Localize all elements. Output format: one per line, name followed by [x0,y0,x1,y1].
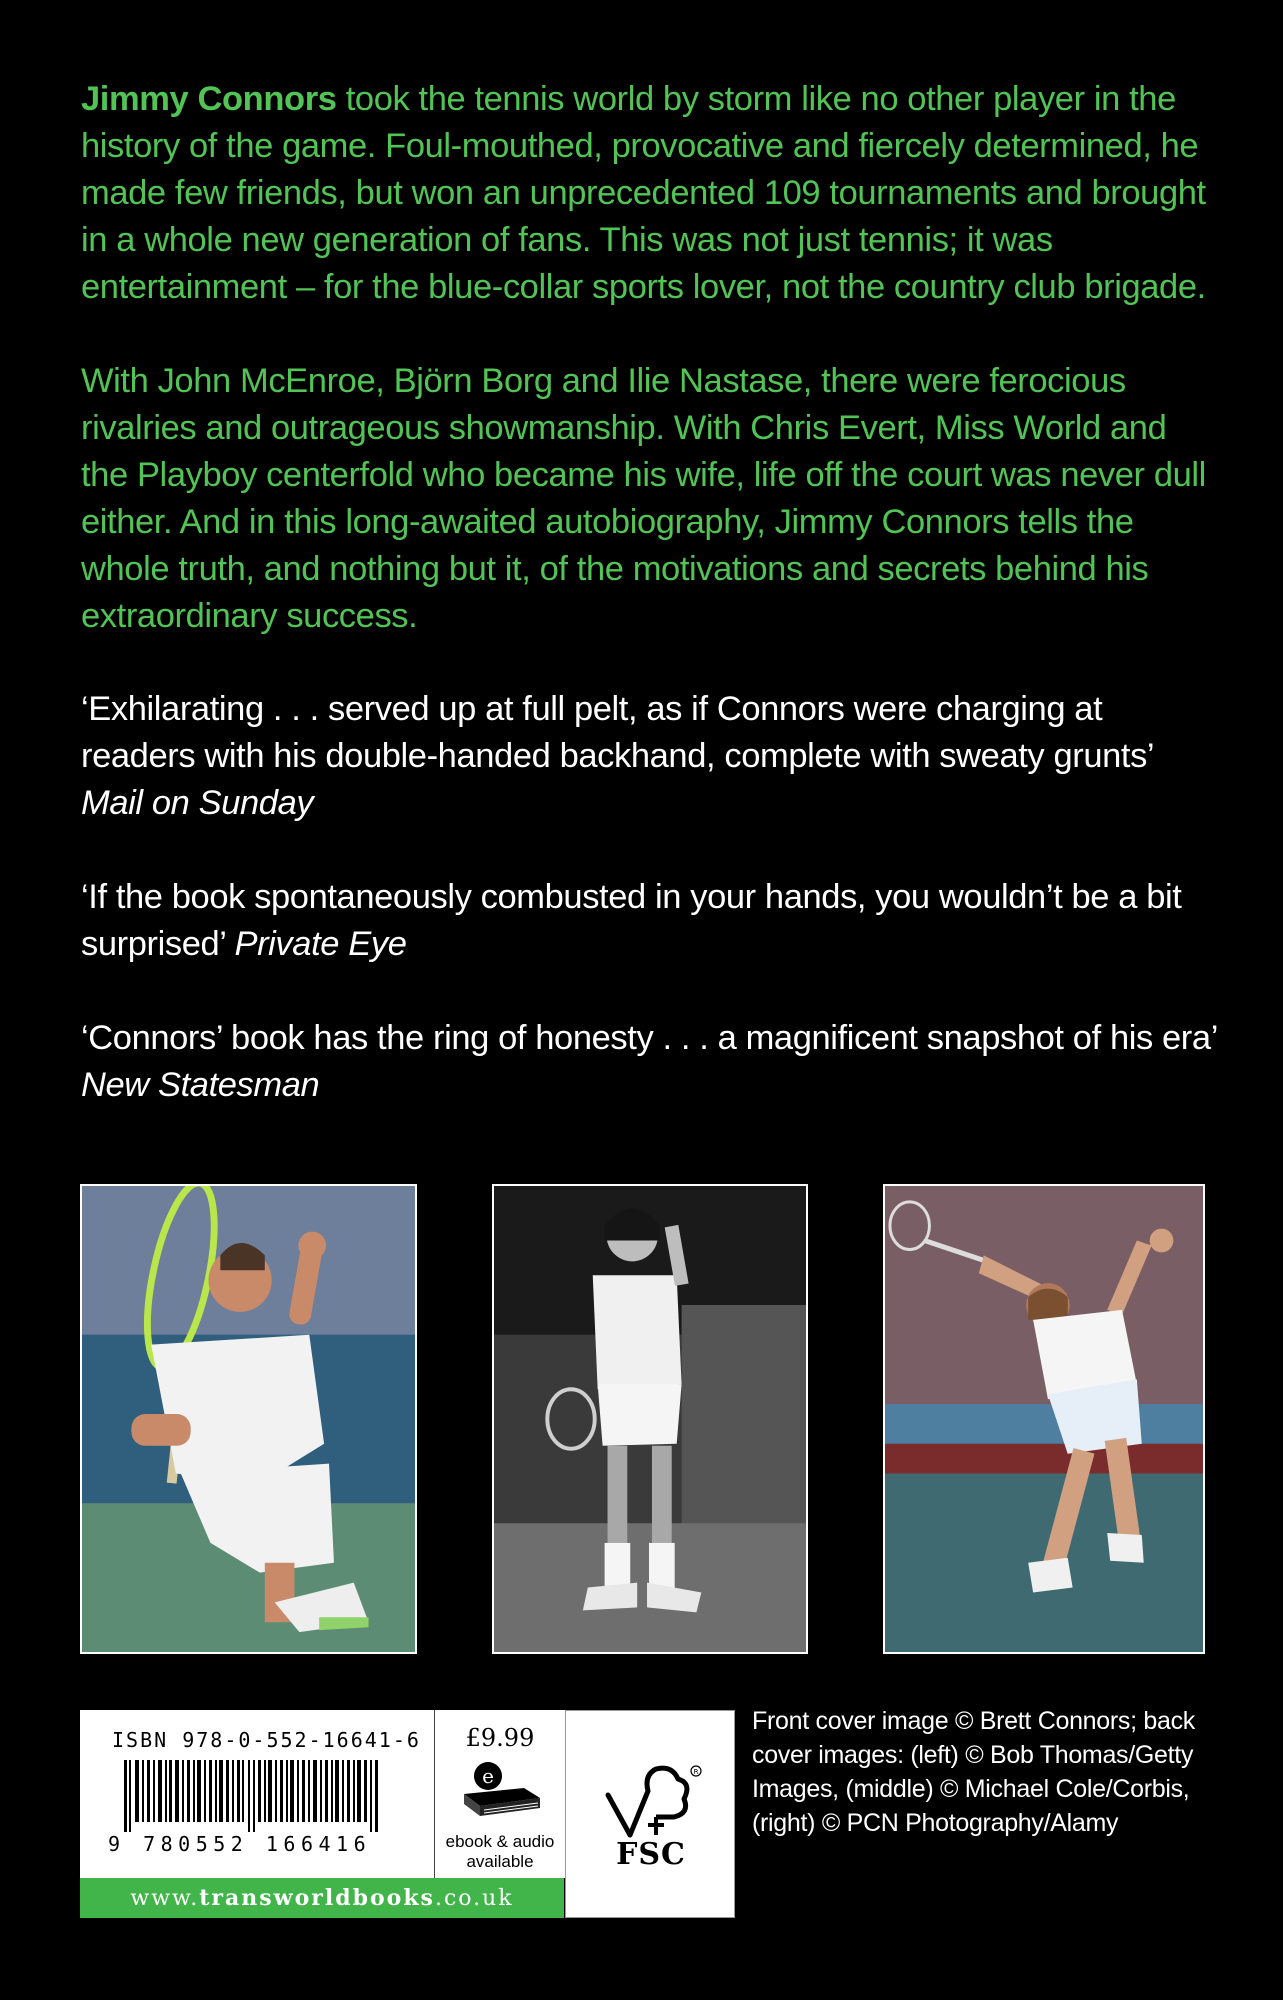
website-bar [80,1878,564,1918]
blurb [81,76,1211,687]
ebook-label [435,1832,565,1872]
review-quote-source: Private Eye [234,925,407,963]
ebook-books-icon [454,1758,546,1828]
review-quote-source: Mail on Sunday [81,784,314,822]
author-name: Jimmy Connors [81,80,337,118]
isbn-text: ISBN 978-0-552-16641-6 [112,1728,421,1752]
photo-left [80,1184,417,1654]
photo-right-image [885,1186,1203,1652]
review-quote-text: ‘If the book spontaneously combusted in your hands, you wouldn’t be a bit surprised’ [81,878,1182,963]
photo-right [883,1184,1205,1654]
barcode-icon [108,1760,408,1832]
svg-text:R: R [693,1768,699,1776]
blurb-paragraph-1 [81,76,1211,311]
barcode-digits: 9 780552 166416 [108,1832,372,1856]
svg-text:e: e [482,1764,494,1788]
blurb-paragraph-1-text: took the tennis world by storm like no other player in the history of the game. Foul-mouthed, provocative and fiercely determined, he made few friends, but won an unprecedented 109 tournaments and brought in a whole new generation of fans. This was not just tennis; it was entertainment – for the blue-collar sports lover, not the country club brigade. [81,80,1206,306]
review-quote-text: ‘Exhilarating . . . served up at full pelt, as if Connors were charging at readers with his double-handed backhand, complete with sweaty grunts’ [81,690,1155,775]
review-quote-text: ‘Connors’ book has the ring of honesty . . . a magnificent snapshot of his era’ [81,1019,1218,1057]
website-suffix: .co.uk [434,1886,514,1911]
fsc-label: FSC [616,1837,686,1872]
review-quote-3 [81,1015,1221,1109]
photo-middle [492,1184,808,1654]
review-quote-source: New Statesman [81,1066,320,1104]
review-quote-1 [81,686,1221,827]
website-main: transworldbooks [199,1885,435,1911]
fsc-tree-icon [596,1763,706,1839]
photo-left-image [82,1186,415,1652]
ebook-label-line-1: ebook & audio [445,1832,555,1851]
image-credits: Front cover image © Brett Connors; back cover images: (left) © Bob Thomas/Getty Images, (middle) © Michael Cole/Corbis, (right) © PCN Photography/Alamy [752,1707,1196,1837]
website-prefix: www. [130,1886,200,1911]
fsc-panel [565,1710,735,1918]
review-quote-2 [81,874,1221,968]
price: £9.99 [465,1724,535,1752]
price-panel [434,1710,565,1878]
review-quotes [81,686,1221,1156]
photo-middle-image [494,1186,806,1652]
ebook-label-line-2: available [466,1852,534,1871]
barcode-panel [80,1710,434,1878]
blurb-paragraph-2: With John McEnroe, Björn Borg and Ilie Nastase, there were ferocious rivalries and outrageous showmanship. With Chris Evert, Miss World and the Playboy centerfold who became his wife, life off the court was never dull either. And in this long-awaited autobiography, Jimmy Connors tells the whole truth, and nothing but it, of the motivations and secrets behind his extraordinary success. [81,362,1206,635]
